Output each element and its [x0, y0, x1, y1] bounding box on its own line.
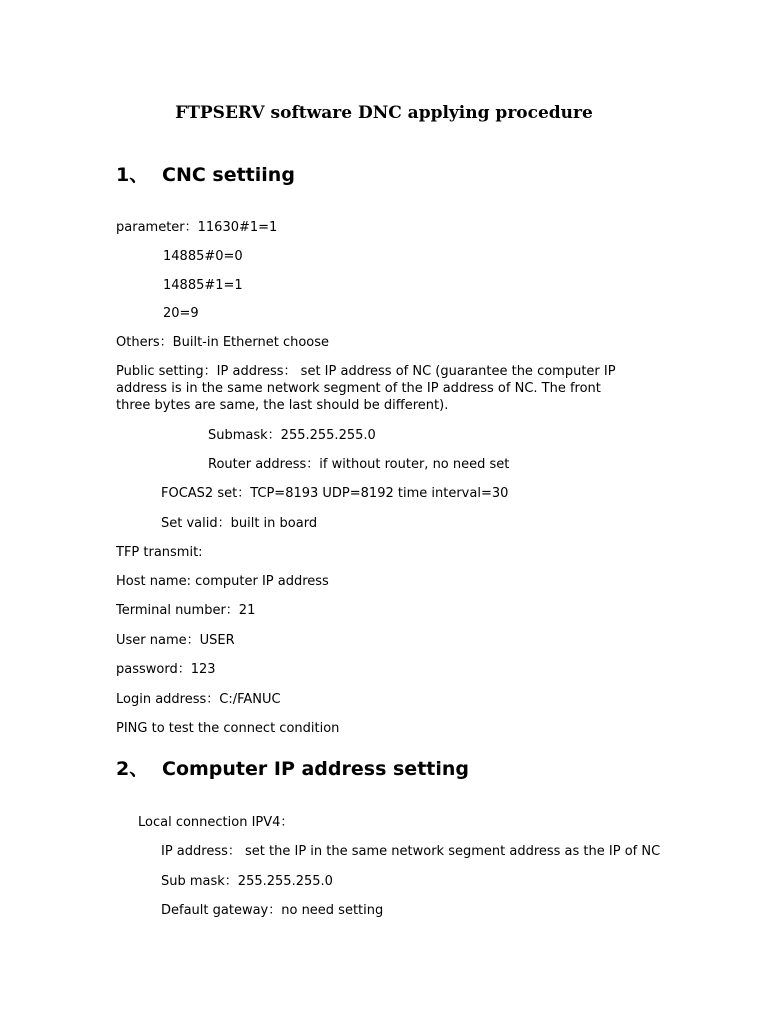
host-name-line: Host name: computer IP address: [116, 574, 329, 589]
focas2-line: FOCAS2 set：TCP=8193 UDP=8192 time interval=30: [161, 486, 509, 501]
section-2-number: 2、: [116, 758, 149, 780]
ip-address-line: IP address： set the IP in the same network segment address as the IP of NC: [161, 844, 661, 859]
parameter-line: 14885#1=1: [163, 278, 243, 293]
password-line: password：123: [116, 662, 216, 677]
submask-line: Submask：255.255.255.0: [208, 428, 376, 443]
section-1-heading: [116, 160, 295, 187]
parameter-line: 14885#0=0: [163, 249, 243, 264]
section-1-title: CNC settiing: [162, 164, 295, 186]
default-gateway-line: Default gateway：no need setting: [161, 903, 384, 918]
parameter-line: parameter：11630#1=1: [116, 220, 278, 235]
tfp-transmit-line: TFP transmit:: [116, 545, 203, 560]
parameter-line: 20=9: [163, 306, 199, 321]
sub-mask-line: Sub mask：255.255.255.0: [161, 874, 333, 889]
user-name-line: User name：USER: [116, 633, 235, 648]
terminal-number-line: Terminal number：21: [116, 603, 256, 618]
section-2-title: Computer IP address setting: [162, 758, 469, 780]
set-valid-line: Set valid：built in board: [161, 516, 318, 531]
public-setting-paragraph: Public setting：IP address： set IP address of NC (guarantee the computer IP address is in the same network segment of the IP address of NC. The front three bytes are same, the last should be different).: [116, 364, 616, 413]
others-line: Others：Built-in Ethernet choose: [116, 335, 330, 350]
login-address-line: Login address：C:/FANUC: [116, 692, 281, 707]
local-connection-line: Local connection IPV4：: [138, 815, 294, 830]
router-address-line: Router address：if without router, no need set: [208, 457, 510, 472]
section-2-heading: [116, 754, 469, 781]
section-1-number: 1、: [116, 164, 149, 186]
ping-line: PING to test the connect condition: [116, 721, 340, 736]
document-title: FTPSERV software DNC applying procedure: [175, 103, 593, 123]
